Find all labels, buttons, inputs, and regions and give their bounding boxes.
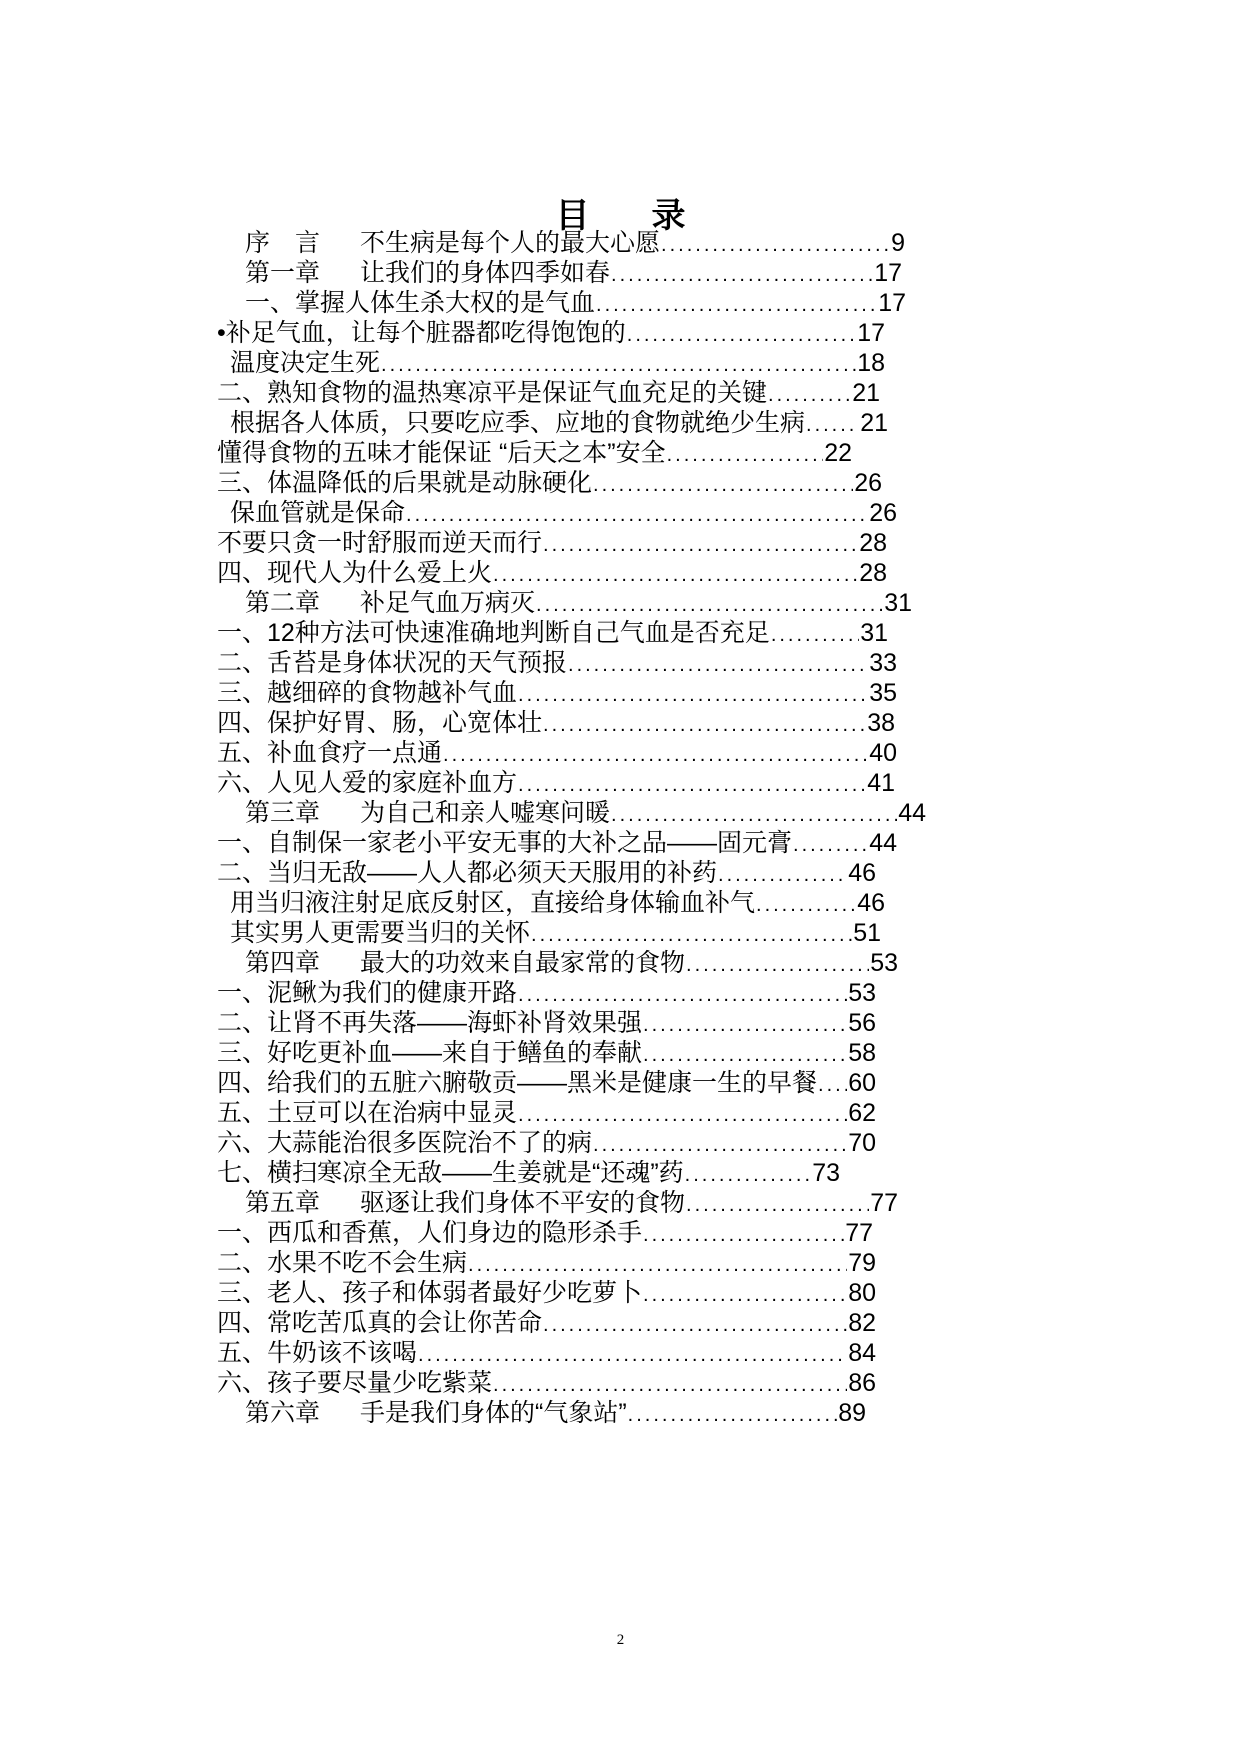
dot-leader (518, 680, 868, 710)
toc-entry-title (245, 1398, 627, 1428)
toc-entry-title (217, 648, 567, 678)
entry-page-number: 86 (848, 1369, 876, 1397)
toc-entry-title (217, 1158, 684, 1188)
toc-entry-title (230, 408, 805, 438)
toc-entry-title (217, 528, 542, 558)
toc-section-entry[interactable] (217, 558, 887, 588)
entry-page-number: 41 (867, 769, 895, 797)
toc-entry-title (217, 1308, 542, 1338)
toc-entry-title (217, 678, 517, 708)
entry-page-number: 22 (824, 439, 852, 467)
toc-entry-title (245, 228, 660, 258)
entry-page-number: 44 (898, 799, 926, 827)
dot-leader (418, 1340, 847, 1370)
entry-text: 一、掌握人体生杀大权的是气血 (245, 289, 596, 317)
toc-section-entry[interactable] (217, 1038, 876, 1068)
dot-leader (793, 830, 868, 860)
toc-section-entry[interactable] (230, 348, 885, 378)
toc-entry-title (217, 1098, 517, 1128)
toc-chapter-entry[interactable] (245, 1188, 898, 1218)
entry-page-number: 33 (869, 649, 897, 677)
toc-section-entry[interactable] (217, 528, 887, 558)
entry-text: 四、给我们的五脏六腑敬贡——黑米是健康一生的早餐 (217, 1069, 818, 1097)
toc-chapter-entry[interactable] (245, 228, 905, 258)
entry-text: 三、老人、孩子和体弱者最好少吃萝卜 (217, 1279, 643, 1307)
entry-page-number: 77 (845, 1219, 873, 1247)
dot-leader (568, 650, 868, 680)
toc-entry-title (217, 978, 517, 1008)
entry-text: 最大的功效来自最家常的食物 (360, 949, 686, 977)
dot-leader (531, 920, 852, 950)
entry-text: 让我们的身体四季如春 (360, 259, 611, 287)
entry-text: 一、自制保一家老小平安无事的大补之品——固元膏 (217, 829, 793, 857)
entry-text: 五、补血食疗一点通 (217, 739, 443, 767)
entry-text: 三、好吃更补血——来自于鳝鱼的奉献 (217, 1039, 643, 1067)
toc-section-entry[interactable] (217, 828, 897, 858)
toc-entry-title (217, 1338, 417, 1368)
dot-leader (686, 950, 869, 980)
toc-entry-title (217, 738, 442, 768)
toc-section-entry[interactable] (217, 738, 897, 768)
toc-section-entry[interactable] (217, 1128, 876, 1158)
toc-section-entry[interactable] (217, 1248, 876, 1278)
toc-entry-title (217, 1008, 642, 1038)
dot-leader (806, 410, 859, 440)
entry-text: 二、舌苔是身体状况的天气预报 (217, 649, 568, 677)
entry-page-number: 17 (874, 259, 902, 287)
toc-section-entry[interactable] (217, 1098, 876, 1128)
toc-entry-title (217, 438, 666, 468)
toc-section-entry[interactable] (217, 468, 882, 498)
toc-section-entry[interactable] (217, 438, 852, 468)
dot-leader (643, 1040, 847, 1070)
toc-entry-title (217, 618, 770, 648)
dot-leader (493, 560, 858, 590)
entry-page-number: 46 (857, 889, 885, 917)
toc-section-entry[interactable] (217, 708, 895, 738)
toc-entry-title (245, 588, 535, 618)
toc-entry-title (217, 1278, 642, 1308)
dot-leader (685, 1160, 812, 1190)
toc-section-entry[interactable] (217, 1008, 876, 1038)
dot-leader (543, 710, 866, 740)
entry-page-number: 18 (857, 349, 885, 377)
chapter-number: 第一章 (245, 259, 321, 287)
dot-leader (518, 980, 847, 1010)
entry-text: 一、泥鳅为我们的健康开路 (217, 979, 518, 1007)
entry-text: 二、当归无敌——人人都必须天天服用的补药 (217, 859, 718, 887)
entry-page-number: 53 (848, 979, 876, 1007)
toc-section-entry[interactable] (217, 1368, 876, 1398)
toc-entry-title (217, 828, 792, 858)
entry-page-number: 9 (891, 229, 905, 257)
entry-text: 懂得食物的五味才能保证 “后天之本”安全 (217, 439, 666, 467)
toc-section-entry[interactable] (217, 1068, 876, 1098)
entry-text: 六、孩子要尽量少吃紫菜 (217, 1369, 493, 1397)
entry-text: 其实男人更需要当归的关怀 (230, 919, 531, 947)
entry-page-number: 70 (848, 1129, 876, 1157)
entry-page-number: 73 (812, 1159, 840, 1187)
toc-chapter-entry[interactable] (245, 588, 912, 618)
toc-section-entry[interactable] (217, 1278, 876, 1308)
entry-page-number: 58 (848, 1039, 876, 1067)
dot-leader (518, 770, 866, 800)
dot-leader (518, 1100, 847, 1130)
entry-page-number: 80 (848, 1279, 876, 1307)
dot-leader (611, 800, 897, 830)
entry-page-number: 53 (870, 949, 898, 977)
toc-section-entry[interactable] (217, 858, 876, 888)
entry-page-number: 84 (848, 1339, 876, 1367)
dot-leader (643, 1010, 847, 1040)
entry-page-number: 31 (884, 589, 912, 617)
toc-entry-title (217, 378, 767, 408)
dot-leader (593, 470, 853, 500)
entry-page-number: 38 (867, 709, 895, 737)
entry-page-number: 77 (870, 1189, 898, 1217)
toc-section-entry[interactable] (230, 888, 885, 918)
entry-text: 二、熟知食物的温热寒凉平是保证气血充足的关键 (217, 379, 768, 407)
entry-text: 二、水果不吃不会生病 (217, 1249, 468, 1277)
chapter-number: 第四章 (245, 949, 321, 977)
entry-text: 四、保护好胃、肠，心宽体壮 (217, 709, 543, 737)
entry-page-number: 46 (848, 859, 876, 887)
entry-page-number: 17 (857, 319, 885, 347)
toc-entry-title (217, 468, 592, 498)
dot-leader (628, 1400, 838, 1430)
dot-leader (536, 590, 883, 620)
entry-text: 保血管就是保命 (230, 499, 406, 527)
dot-leader (593, 1130, 847, 1160)
dot-leader (627, 320, 856, 350)
toc-section-entry[interactable] (245, 288, 906, 318)
entry-page-number: 89 (838, 1399, 866, 1427)
entry-text: 四、现代人为什么爱上火 (217, 559, 493, 587)
toc-chapter-entry[interactable] (245, 798, 926, 828)
toc-entry-title (217, 1128, 592, 1158)
entry-page-number: 60 (848, 1069, 876, 1097)
toc-entry-title (217, 858, 717, 888)
chapter-number: 第六章 (245, 1399, 321, 1427)
entry-page-number: 28 (859, 559, 887, 587)
toc-entry-title (245, 1188, 685, 1218)
entry-text: 四、常吃苦瓜真的会让你苦命 (217, 1309, 543, 1337)
toc-entry-title (245, 258, 610, 288)
entry-text: 三、越细碎的食物越补气血 (217, 679, 518, 707)
entry-text: 不要只贪一时舒服而逆天而行 (217, 529, 543, 557)
toc-section-entry[interactable] (230, 408, 888, 438)
toc-entry-title (217, 558, 492, 588)
dot-leader (468, 1250, 847, 1280)
toc-section-entry[interactable] (217, 678, 897, 708)
entry-text: •补足气血，让每个脏器都吃得饱饱的 (217, 319, 626, 347)
toc-entry-title (230, 348, 380, 378)
toc-entry-title (217, 1248, 467, 1278)
dot-leader (686, 1190, 869, 1220)
dot-leader (543, 1310, 847, 1340)
toc-entry-title (230, 888, 755, 918)
chapter-number: 第二章 (245, 589, 321, 617)
toc-entry-title (245, 798, 610, 828)
entry-text: 补足气血万病灭 (360, 589, 536, 617)
entry-text: 温度决定生死 (230, 349, 381, 377)
entry-text: 手是我们身体的“气象站” (360, 1399, 627, 1427)
dot-leader (543, 530, 858, 560)
entry-page-number: 44 (869, 829, 897, 857)
entry-page-number: 17 (878, 289, 906, 317)
toc-section-entry[interactable] (217, 1308, 876, 1338)
toc-section-entry[interactable] (217, 618, 888, 648)
entry-page-number: 79 (848, 1249, 876, 1277)
dot-leader (611, 260, 873, 290)
dot-leader (643, 1220, 844, 1250)
entry-text: 驱逐让我们身体不平安的食物 (360, 1189, 686, 1217)
dot-leader (381, 350, 856, 380)
dot-leader (667, 440, 824, 470)
chapter-number: 第五章 (245, 1189, 321, 1217)
dot-leader (756, 890, 856, 920)
entry-text: 六、人见人爱的家庭补血方 (217, 769, 518, 797)
toc-entry-title (217, 1368, 492, 1398)
toc-entry-title (217, 1068, 817, 1098)
toc-section-entry[interactable] (217, 318, 885, 348)
toc-chapter-entry[interactable] (245, 258, 902, 288)
title-char-left: 目 (555, 197, 590, 235)
entry-text: 五、土豆可以在治病中显灵 (217, 1099, 518, 1127)
toc-section-entry[interactable] (217, 378, 880, 408)
entry-text: 七、横扫寒凉全无敌——生姜就是“还魂”药 (217, 1159, 684, 1187)
entry-text: 二、让肾不再失落——海虾补肾效果强 (217, 1009, 643, 1037)
entry-page-number: 26 (854, 469, 882, 497)
entry-page-number: 51 (853, 919, 881, 947)
entry-page-number: 21 (852, 379, 880, 407)
toc-chapter-entry[interactable] (245, 1398, 866, 1428)
entry-page-number: 62 (848, 1099, 876, 1127)
toc-entry-title (217, 1038, 642, 1068)
toc-entry-title (217, 708, 542, 738)
toc-entry-title (245, 948, 685, 978)
toc-entry-title (230, 498, 405, 528)
toc-section-entry[interactable] (217, 1218, 873, 1248)
dot-leader (818, 1070, 847, 1100)
entry-page-number: 35 (869, 679, 897, 707)
dot-leader (643, 1280, 847, 1310)
entry-text: 一、西瓜和香蕉，人们身边的隐形杀手 (217, 1219, 643, 1247)
toc-section-entry[interactable] (217, 1338, 876, 1368)
dot-leader (771, 620, 859, 650)
dot-leader (406, 500, 868, 530)
toc-section-entry[interactable] (230, 498, 897, 528)
entry-text: 三、体温降低的后果就是动脉硬化 (217, 469, 593, 497)
toc-entry-title (217, 768, 517, 798)
entry-text: 一、12种方法可快速准确地判断自己气血是否充足 (217, 619, 770, 647)
entry-page-number: 26 (869, 499, 897, 527)
dot-leader (718, 860, 847, 890)
entry-page-number: 28 (859, 529, 887, 557)
toc-entry-title (217, 1218, 642, 1248)
entry-text: 为自己和亲人嘘寒问暖 (360, 799, 611, 827)
toc-section-entry[interactable] (217, 768, 895, 798)
entry-text: 不生病是每个人的最大心愿 (360, 229, 661, 257)
dot-leader (493, 1370, 847, 1400)
title-char-right: 录 (651, 197, 686, 235)
entry-text: 根据各人体质，只要吃应季、应地的食物就绝少生病 (230, 409, 806, 437)
chapter-number: 第三章 (245, 799, 321, 827)
entry-page-number: 21 (860, 409, 888, 437)
chapter-number: 序 言 (245, 229, 321, 257)
toc-section-entry[interactable] (230, 918, 881, 948)
toc-chapter-entry[interactable] (245, 948, 898, 978)
entry-page-number: 82 (848, 1309, 876, 1337)
page-number: 2 (616, 1632, 625, 1648)
dot-leader (443, 740, 868, 770)
entry-text: 六、大蒜能治很多医院治不了的病 (217, 1129, 593, 1157)
entry-page-number: 40 (869, 739, 897, 767)
toc-entry-title (217, 318, 626, 348)
toc-entry-title (230, 918, 530, 948)
entry-text: 五、牛奶该不该喝 (217, 1339, 418, 1367)
toc-section-entry[interactable] (217, 648, 897, 678)
toc-entry-title (245, 288, 595, 318)
entry-page-number: 56 (848, 1009, 876, 1037)
dot-leader (768, 380, 851, 410)
toc-section-entry[interactable] (217, 1158, 840, 1188)
toc-section-entry[interactable] (217, 978, 876, 1008)
dot-leader (661, 230, 890, 260)
entry-text: 用当归液注射足底反射区，直接给身体输血补气 (230, 889, 756, 917)
entry-page-number: 31 (860, 619, 888, 647)
dot-leader (596, 290, 877, 320)
